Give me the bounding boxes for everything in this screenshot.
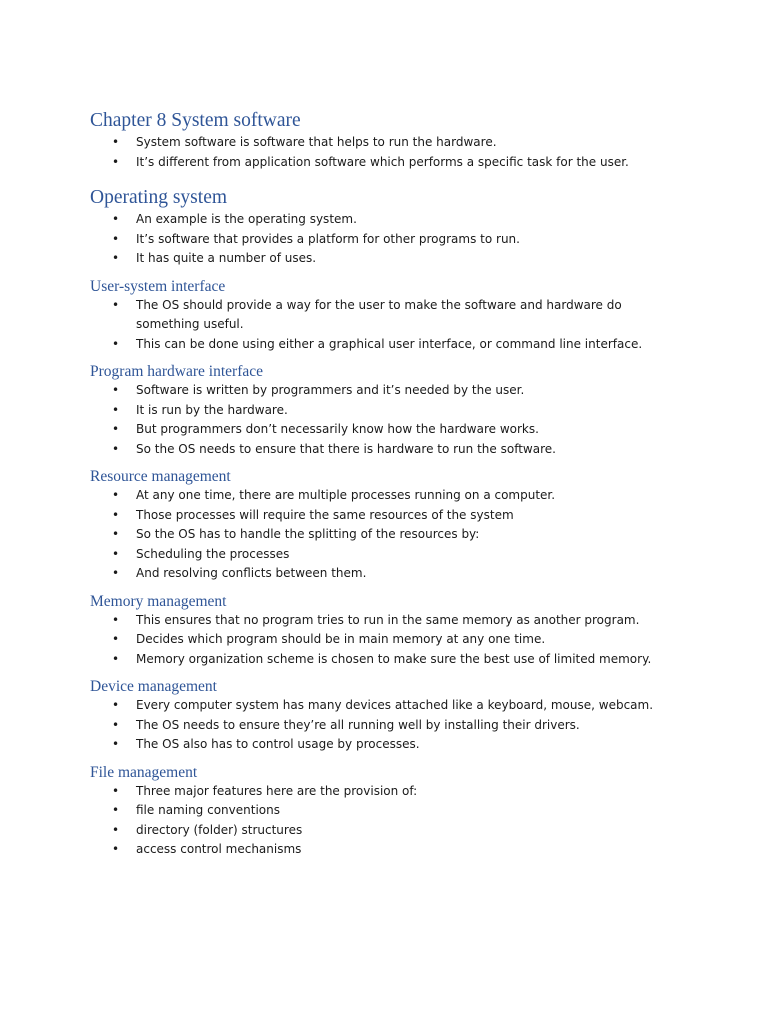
bullet-icon: • [112,612,120,627]
bullet-item [90,840,670,860]
bullet-text: Decides which program should be in main memory at any one time. [136,632,546,646]
section [90,172,670,269]
bullet-item [90,735,670,755]
bullet-icon: • [112,527,120,541]
section-spacer [90,755,670,763]
bullet-text: It has quite a number of uses. [136,251,317,265]
bullet-text: This ensures that no program tries to run in the same memory as another program. [136,612,640,627]
bullet-list [90,782,670,860]
bullet-icon: • [112,566,120,580]
subsection-heading: Memory management [90,592,227,610]
bullet-icon: • [112,383,120,397]
bullet-icon: • [112,336,120,351]
bullet-item [90,525,670,545]
bullet-item [90,506,670,526]
section-spacer [90,669,670,677]
bullet-text: Scheduling the processes [136,546,290,561]
bullet-item [90,611,670,631]
bullet-item [90,630,670,650]
bullet-icon: • [112,251,120,265]
bullet-icon: • [112,737,120,751]
bullet-icon: • [112,717,120,732]
bullet-list [90,696,670,755]
subsection-heading: Resource management [90,468,231,485]
bullet-icon: • [112,803,120,817]
bullet-list [90,381,670,459]
bullet-text: System software is software that helps to run the hardware. [136,135,497,149]
bullet-text: Every computer system has many devices attached like a keyboard, mouse, webcam. [136,698,654,712]
bullet-icon: • [112,842,120,856]
bullet-item [90,420,670,440]
section-spacer [90,269,670,277]
bullet-list [90,486,670,584]
bullet-icon: • [112,154,120,169]
bullet-item [90,210,670,230]
subsection-heading: User-system interface [90,277,226,295]
bullet-text: And resolving conflicts between them. [136,566,367,580]
section [90,269,670,355]
bullet-text: So the OS has to handle the splitting of the resources by: [136,527,480,541]
document-body [90,109,670,860]
bullet-item [90,650,670,670]
bullet-item [90,821,670,841]
section-spacer [90,459,670,467]
subsection-heading: Device management [90,678,217,695]
section-heading: Chapter 8 System software [90,110,301,131]
bullet-text: Three major features here are the provision of: [136,783,418,798]
bullet-item [90,564,670,584]
bullet-text: It’s software that provides a platform for other programs to run. [136,231,520,246]
bullet-item [90,486,670,506]
bullet-item [90,801,670,821]
bullet-text: An example is the operating system. [136,212,357,226]
bullet-text: At any one time, there are multiple processes running on a computer. [136,488,556,502]
bullet-icon: • [112,632,120,646]
section-heading: Operating system [90,187,228,208]
bullet-text: Memory organization scheme is chosen to make sure the best use of limited memory. [136,651,652,666]
subsection-heading: Program hardware interface [90,363,263,380]
bullet-icon: • [112,698,120,712]
bullet-text: file naming conventions [136,803,280,817]
bullet-icon: • [112,441,120,456]
bullet-icon: • [112,507,120,522]
bullet-text: It’s different from application software which performs a specific task for the user. [136,154,629,169]
section [90,459,670,584]
bullet-item [90,381,670,401]
section [90,109,670,172]
bullet-icon: • [112,212,120,226]
bullet-text: So the OS needs to ensure that there is hardware to run the software. [136,441,556,456]
bullet-text: It is run by the hardware. [136,402,288,417]
bullet-text: The OS also has to control usage by processes. [136,737,420,751]
section-spacer [90,172,670,186]
bullet-text: This can be done using either a graphical user interface, or command line interface. [136,336,643,351]
bullet-item [90,782,670,802]
bullet-text: The OS needs to ensure they’re all running well by installing their drivers. [136,717,580,732]
bullet-icon: • [112,651,120,666]
section-spacer [90,584,670,592]
bullet-text: The OS should provide a way for the user to make the software and hardware do something useful. [136,297,622,331]
bullet-icon: • [112,135,120,149]
bullet-icon: • [112,783,120,798]
bullet-icon: • [112,297,120,312]
bullet-list [90,210,670,269]
bullet-icon: • [112,822,120,837]
section-spacer [90,354,670,362]
bullet-icon: • [112,402,120,417]
bullet-list [90,296,670,355]
bullet-item [90,335,670,355]
bullet-icon: • [112,422,120,436]
bullet-item [90,296,670,335]
section [90,669,670,755]
bullet-icon: • [112,488,120,502]
bullet-text: access control mechanisms [136,842,302,856]
section [90,755,670,860]
bullet-text: Software is written by programmers and it’s needed by the user. [136,383,525,397]
bullet-item [90,545,670,565]
bullet-text: But programmers don’t necessarily know how the hardware works. [136,422,539,436]
bullet-icon: • [112,546,120,561]
bullet-item [90,230,670,250]
bullet-icon: • [112,231,120,246]
bullet-text: Those processes will require the same resources of the system [136,507,514,522]
section [90,354,670,459]
bullet-item [90,401,670,421]
bullet-item [90,716,670,736]
bullet-item [90,133,670,153]
bullet-item [90,249,670,269]
bullet-item [90,153,670,173]
subsection-heading: File management [90,763,198,781]
bullet-list [90,133,670,172]
bullet-list [90,611,670,670]
bullet-text: directory (folder) structures [136,822,303,837]
bullet-item [90,440,670,460]
bullet-item [90,696,670,716]
section [90,584,670,670]
